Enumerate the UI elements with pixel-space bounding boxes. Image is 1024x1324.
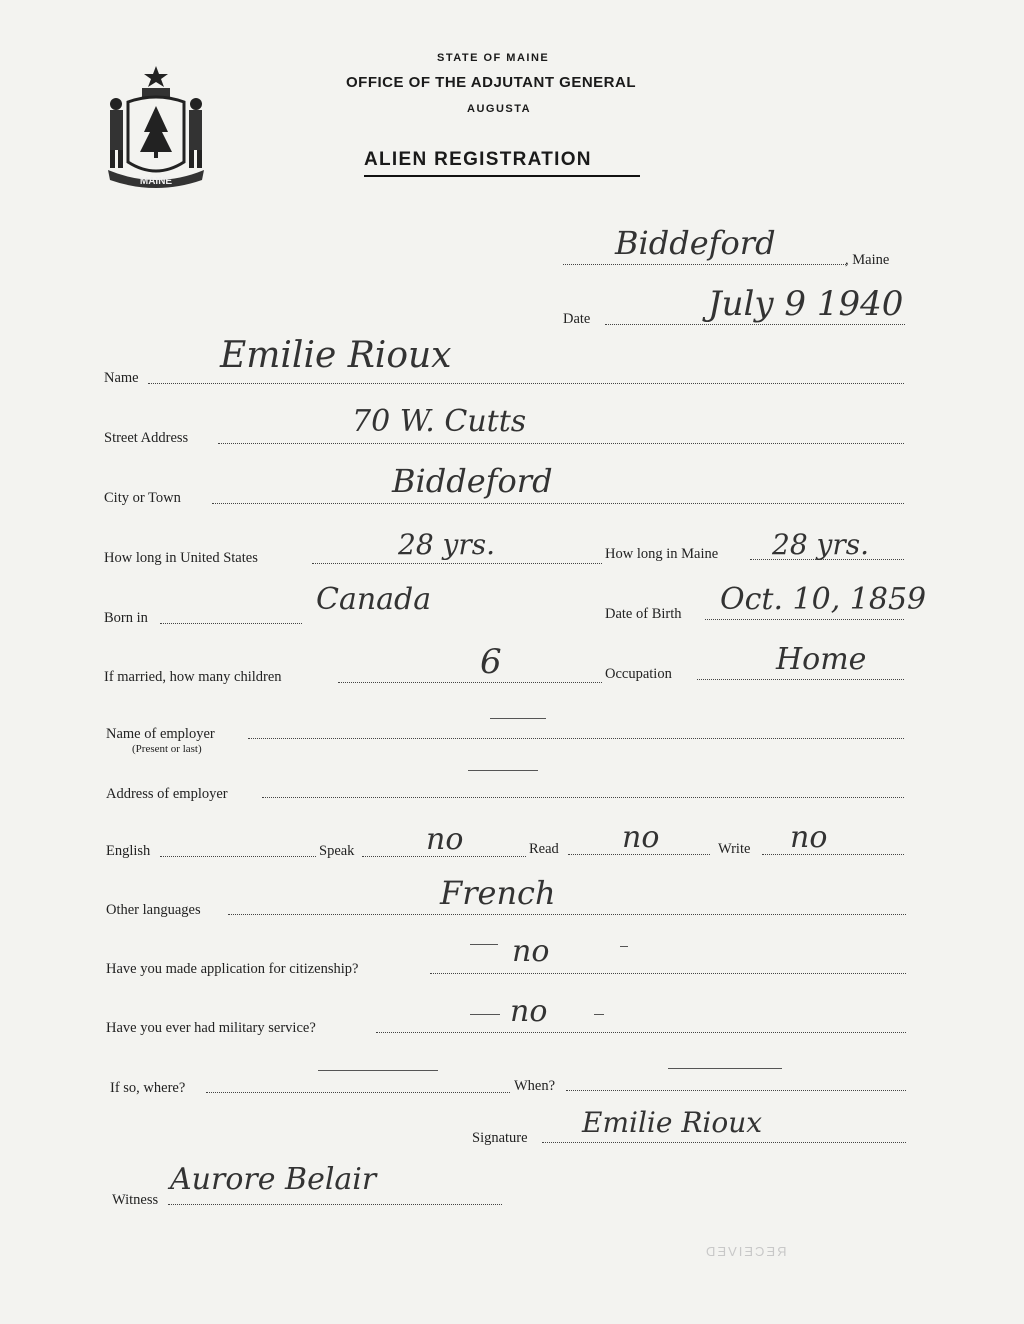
citizenship-line xyxy=(430,973,906,974)
military-line xyxy=(376,1032,906,1033)
date-line xyxy=(605,324,905,325)
read-entry[interactable]: no xyxy=(622,820,660,855)
occupation-label: Occupation xyxy=(605,666,672,682)
children-entry[interactable]: 6 xyxy=(480,642,502,682)
occupation-line xyxy=(697,679,904,680)
employer-line xyxy=(248,738,904,739)
citizenship-dash-right xyxy=(620,946,628,947)
name-label: Name xyxy=(104,370,139,386)
state-heading: STATE OF MAINE xyxy=(437,52,550,64)
how-long-us-entry[interactable]: 28 yrs. xyxy=(398,528,496,561)
citizenship-entry[interactable]: no xyxy=(512,934,550,969)
employer-address-blank-mark xyxy=(468,770,538,771)
other-languages-entry[interactable]: French xyxy=(440,874,556,912)
city-line xyxy=(212,503,904,504)
other-languages-line xyxy=(228,914,906,915)
witness-label: Witness xyxy=(112,1192,159,1208)
maine-seal-icon xyxy=(98,62,214,192)
signature-label: Signature xyxy=(472,1130,528,1146)
title-underline xyxy=(364,175,640,177)
town-entry[interactable]: Biddeford xyxy=(615,224,776,262)
received-stamp: RECEIVED xyxy=(704,1244,787,1259)
town-line xyxy=(563,264,846,265)
page-title: ALIEN REGISTRATION xyxy=(364,149,592,170)
citizenship-dash-left xyxy=(470,944,498,945)
employer-label: Name of employer xyxy=(106,726,215,742)
witness-line xyxy=(168,1204,502,1205)
children-line xyxy=(338,682,602,683)
write-entry[interactable]: no xyxy=(790,820,828,855)
speak-label: Speak xyxy=(319,843,355,859)
when-label: When? xyxy=(514,1078,556,1094)
born-in-label: Born in xyxy=(104,610,148,626)
if-so-where-blank-mark xyxy=(318,1070,438,1071)
date-of-birth-label: Date of Birth xyxy=(605,606,682,622)
read-label: Read xyxy=(529,841,559,857)
town-state-label: , Maine xyxy=(845,252,890,268)
street-label: Street Address xyxy=(104,430,189,446)
born-in-line xyxy=(160,623,302,624)
city-label: City or Town xyxy=(104,490,181,506)
citizenship-label: Have you made application for citizenship? xyxy=(106,961,359,977)
english-line xyxy=(160,856,316,857)
employer-address-line xyxy=(262,797,904,798)
date-of-birth-line xyxy=(705,619,904,620)
street-entry[interactable]: 70 W. Cutts xyxy=(352,404,527,439)
city-heading: AUGUSTA xyxy=(467,103,532,115)
write-label: Write xyxy=(718,841,751,857)
speak-entry[interactable]: no xyxy=(426,822,464,857)
name-entry[interactable]: Emilie Rioux xyxy=(220,335,452,376)
date-entry[interactable]: July 9 1940 xyxy=(708,284,904,324)
when-blank-mark xyxy=(668,1068,782,1069)
office-heading: OFFICE OF THE ADJUTANT GENERAL xyxy=(346,74,636,91)
witness-entry[interactable]: Aurore Belair xyxy=(170,1162,377,1197)
occupation-entry[interactable]: Home xyxy=(776,642,867,677)
date-of-birth-entry[interactable]: Oct. 10, 1859 xyxy=(720,582,927,617)
how-long-us-line xyxy=(312,563,602,564)
seal-text: MAINE xyxy=(139,176,173,187)
street-line xyxy=(218,443,904,444)
date-label: Date xyxy=(563,311,591,327)
how-long-us-label: How long in United States xyxy=(104,550,258,566)
city-entry[interactable]: Biddeford xyxy=(392,462,553,500)
how-long-maine-entry[interactable]: 28 yrs. xyxy=(772,528,870,561)
employer-sublabel: (Present or last) xyxy=(132,743,202,755)
military-dash-left xyxy=(470,1014,500,1015)
other-languages-label: Other languages xyxy=(106,902,201,918)
write-line xyxy=(762,854,904,855)
children-label: If married, how many children xyxy=(104,669,282,685)
born-in-entry[interactable]: Canada xyxy=(316,582,432,617)
if-so-where-line xyxy=(206,1092,510,1093)
signature-line xyxy=(542,1142,906,1143)
military-entry[interactable]: no xyxy=(510,994,548,1029)
english-label: English xyxy=(106,843,151,859)
military-label: Have you ever had military service? xyxy=(106,1020,316,1036)
if-so-where-label: If so, where? xyxy=(110,1080,186,1096)
employer-blank-mark xyxy=(490,718,546,719)
military-dash-right xyxy=(594,1014,604,1015)
name-line xyxy=(148,383,904,384)
when-line xyxy=(566,1090,906,1091)
signature-entry[interactable]: Emilie Rioux xyxy=(582,1106,763,1139)
how-long-maine-label: How long in Maine xyxy=(605,546,719,562)
employer-address-label: Address of employer xyxy=(106,786,228,802)
